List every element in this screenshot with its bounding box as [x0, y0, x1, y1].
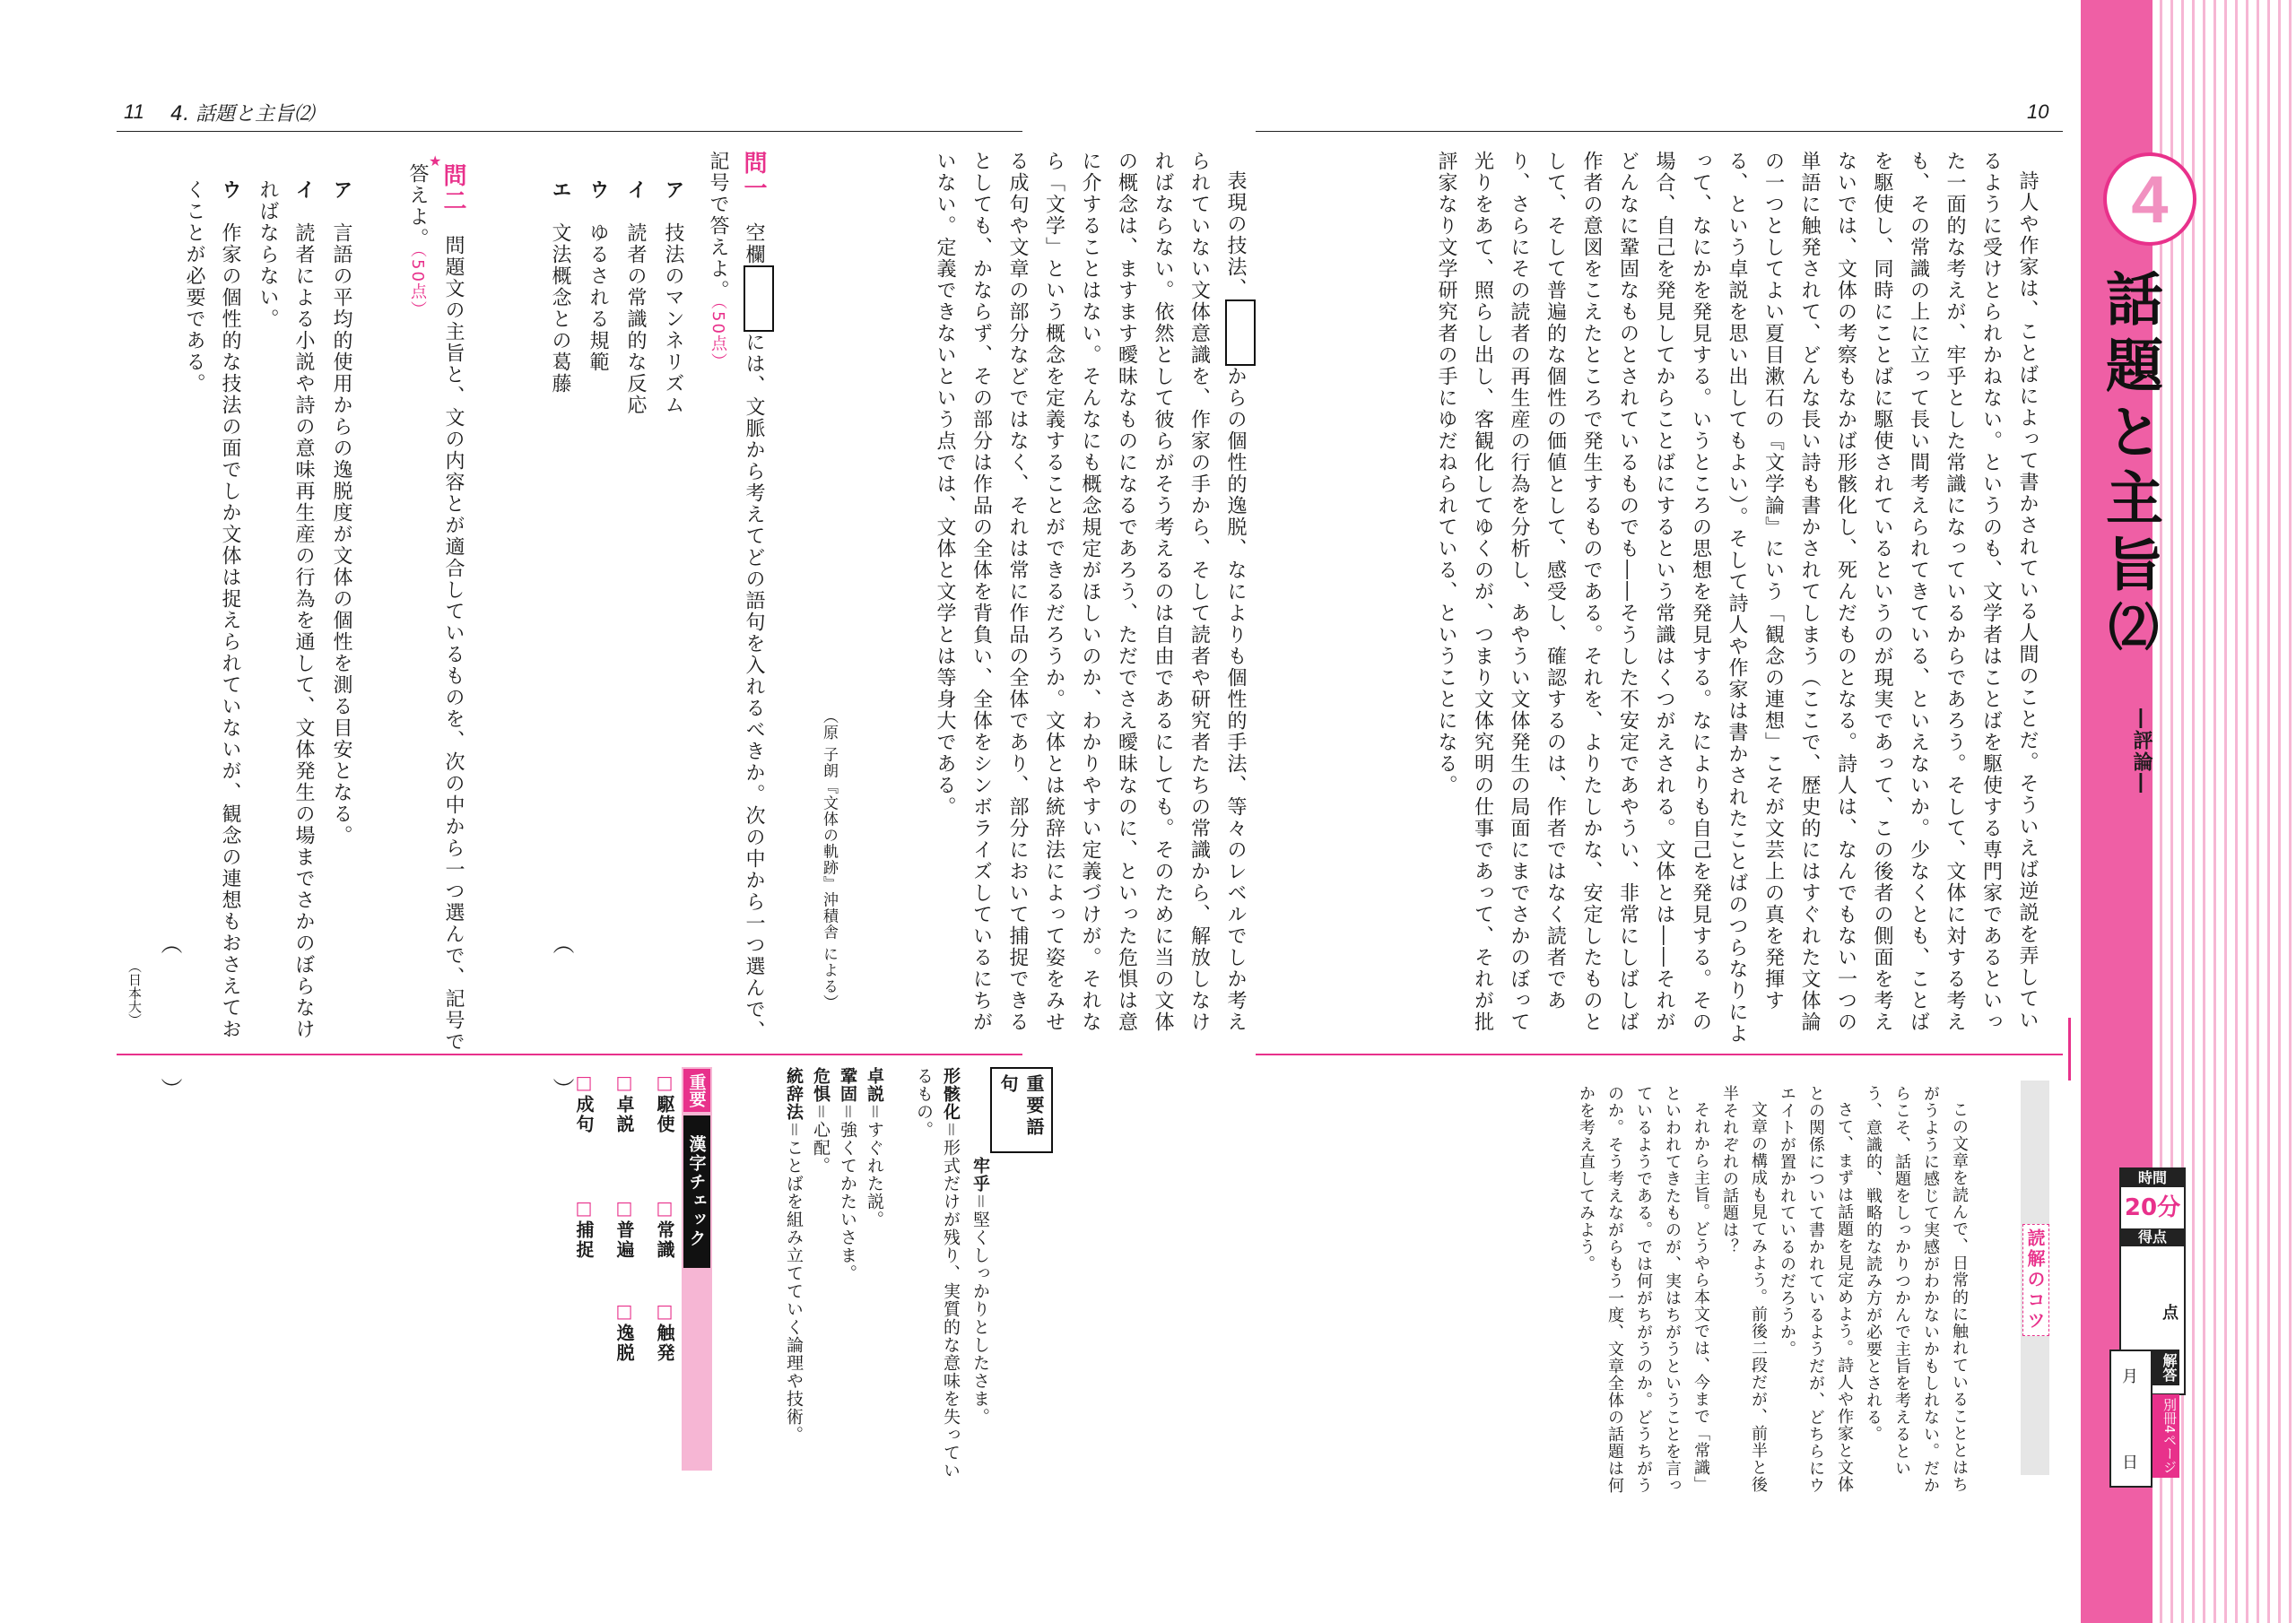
left-page-number: 11 [124, 100, 144, 123]
vocab-def-5: ＝心配。 [811, 1103, 831, 1176]
kanji-word-2: 常識 [654, 1220, 675, 1260]
vocab-item-1 [967, 1157, 994, 1533]
vocab-def-4: ＝強くてかたいさま。 [838, 1103, 857, 1283]
vocab-item-6 [782, 1067, 806, 1444]
kanji-item-3[interactable] [652, 1300, 678, 1363]
q2-answer-blank[interactable]: （ ） [157, 933, 182, 1126]
kanji-word-1: 駆使 [654, 1095, 675, 1134]
passage-paragraph-1: 詩人や作家は、ことばによって書かされている人間のことだ。そういえば逆説を弄しているように受けとられかねない。というのも、文学者はことばを駆使する専門家であるといった一面的な考えが、牢乎とした常識になっているからであろう。そして、文体に対する考えも、その常識の上に立って長い間考えられてきている、といえないか。少なくとも、ことばを駆使し、同時にことばに駆使されているというのが現実であって、この後者の側面を考えないでは、文体の考察もなかば形骸化し、死んだものとなる。詩人は、なんでもない一つの単語に触発されて、どんな長い詩も書かされてしまう（ここで、歴史的にはすぐれた文体論の一つとしてよい夏目漱石の『文学論』にいう「観念の連想」こそが文芸上の真を発揮する、という卓説を思い出してもよい）。そして詩人や作家は書かされたことばのつらなりによって、なにかを発見する。いうところの思想を発見する。なによりも自己を発見する。その場合、自己を発見してからことばにするという常識はくつがえされる。文体とは――それがどんなに鞏固なものとされているものでも――そうした不安定であやうい、非常にしばしば作者の意図をこえたところで発生するものである。それを、よりたしかな、安定したものとして、そして普遍的な個性の価値として、感受し、確認するのは、作者ではなく読者であり、さらにその読者の再生産の行為を分析し、あやうい文体発生の局面にまでさかのぼって光りをあて、照らし出し、客観化してゆくのが、つまり文体究明の仕事であって、それが批評家なり文学研究者の手にゆだねられている、ということになる。 [1435, 151, 2039, 1045]
passage-paragraph-2-start: 表現の技法、 [1224, 170, 1247, 299]
kanji-word-4: 卓説 [613, 1095, 635, 1134]
q2-option-b-text: 読者による小説や詩の意味再生産の行為を通して、文体発生の場までさかのぼらなければならない。 [257, 179, 315, 1040]
right-header-rule [1256, 131, 2063, 132]
reading-tip-4: それから主旨。どうやら本文では、今まで「常識」といわれてきたものが、実はちがうということを言っているようである。では何がちがうのか。どうちがうのか。そう考えながらもう一度、文章全体の話題は何かを考え直してみよう。 [1577, 1085, 1710, 1494]
chapter-number: 4 [2103, 152, 2196, 246]
kanji-word-8: 捕捉 [573, 1220, 595, 1260]
reading-tip-3: 文章の構成も見てみよう。前後二段だが、前半と後半それぞれの話題は？ [1720, 1085, 1768, 1493]
kanji-word-6: 逸脱 [613, 1324, 635, 1363]
reading-tip-1: この文章を読んで、日常的に触れていることとはちがうように感じて実感がわかないかもしれない。だからこそ、話題をしっかりつかんで主旨を考えるという、意識的、戦略的な読み方が必要とされる。 [1864, 1085, 1969, 1494]
q2-label: 問二 [439, 163, 466, 213]
q1-option-a-key: ア [662, 179, 684, 201]
checkbox-icon[interactable]: □ [654, 1197, 675, 1220]
q1-label: 問一 [740, 151, 767, 201]
checkbox-icon[interactable]: □ [654, 1072, 675, 1095]
q1-points: （50点） [709, 301, 727, 371]
q1-option-b-key: イ [624, 179, 647, 201]
q2-prompt-text: 問題文の主旨と、文の内容とが適合しているものを、次の中から一つ選んで、記号で答えよ。 [406, 163, 465, 1053]
vocab-def-1: ＝堅くしっかりとしたさま。 [970, 1193, 990, 1427]
vocab-term-5: 危惧 [811, 1067, 831, 1103]
q2-option-a-text: 言語の平均的使用からの逸脱度が文体の個性を測る目安となる。 [330, 222, 352, 846]
answer-ref: 別冊4ページ [2152, 1394, 2179, 1478]
q2-option-a-key: ア [330, 179, 352, 201]
band-tick [2068, 1018, 2071, 1081]
q1-prompt-a: 空欄 [743, 222, 765, 265]
kanji-check-header-b: 漢字チェック [683, 1115, 710, 1268]
q1-prompt [700, 151, 774, 1047]
checkbox-icon[interactable]: □ [613, 1072, 635, 1095]
q1-blank-box [744, 265, 774, 332]
kanji-item-6[interactable] [612, 1300, 638, 1363]
q2-prompt [399, 163, 471, 1060]
score-unit: 点 [2162, 1304, 2179, 1323]
kanji-word-5: 普遍 [613, 1220, 635, 1260]
checkbox-icon[interactable]: □ [613, 1300, 635, 1324]
kanji-word-3: 触発 [654, 1324, 675, 1363]
kanji-word-7: 成句 [573, 1095, 595, 1134]
q2-option-b-key: イ [292, 179, 315, 201]
checkbox-icon[interactable]: □ [654, 1300, 675, 1324]
vocab-item-5 [809, 1067, 833, 1175]
blank-box [1225, 299, 1256, 366]
q1-option-c-text: ゆるされる規範 [587, 222, 609, 373]
chapter-title [2088, 269, 2170, 651]
kanji-item-5[interactable] [612, 1197, 638, 1260]
q2-source: （日本大） [126, 959, 143, 1027]
reading-tips-header: 読解のコツ [2022, 1224, 2049, 1336]
score-label: 得点 [2121, 1228, 2184, 1246]
right-divider [1256, 1054, 2063, 1055]
q1-answer-blank[interactable]: （ ） [549, 933, 574, 1126]
right-page-number: 10 [2027, 100, 2049, 123]
checkbox-icon[interactable]: □ [573, 1197, 595, 1220]
q2-option-c [176, 179, 248, 1040]
vocab-item-4 [836, 1067, 860, 1282]
q1-option-c-key: ウ [587, 179, 609, 201]
q1-option-d-text: 文法概念との葛藤 [549, 222, 571, 395]
q1-option-b-text: 読者の常識的な反応 [624, 222, 647, 416]
q2-star: ★ [429, 152, 442, 169]
vocab-term-6: 統辞法 [784, 1067, 804, 1121]
kanji-item-2[interactable] [652, 1197, 678, 1260]
vocab-item-2 [910, 1067, 964, 1480]
month-label: 月 [2122, 1367, 2138, 1386]
time-label: 時間 [2121, 1169, 2184, 1187]
passage-paragraph-2-rest: からの個性的逸脱、なによりも個性的手法、等々のレベルでしか考えられていない文体意識を、作家の手から、そして読者や研究者たちの常識から、解放しなければならない。依然として彼らがそう考えるのは自由であるにしても。そのために当の文体の概念は、ますます曖昧なものになるであろう、ただでさえ曖昧なのに、といった危惧は意に介することはない。そんなにも概念規定がほしいのか、わかりやすい定義づけが。それなら「文学」という概念を定義することができるだろうか。文体とは統辞法によって姿をみせる成句や文章の部分などではなく、それは常に作品の全体であり、部分において捕捉できるとしても、かならず、その部分は作品の全体を背負い、全体をシンボライズしているにちがいない。定義できないという点では、文体と文学とは等身大である。 [934, 151, 1247, 1033]
checkbox-icon[interactable]: □ [613, 1197, 635, 1220]
reading-tips-body [1417, 1085, 1973, 1506]
answer-label: 解答 [2152, 1350, 2179, 1385]
q2-option-b [249, 179, 321, 1040]
q2-option-c-key: ウ [219, 179, 241, 201]
kanji-item-1[interactable] [652, 1072, 678, 1134]
q1-option-d-key: エ [549, 179, 571, 201]
checkbox-icon[interactable]: □ [573, 1072, 595, 1095]
passage-paragraph-2 [592, 151, 1256, 1047]
q1-option-d [546, 179, 574, 395]
reading-tip-2: さて、まずは話題を見定めよう。詩人や作家と文体との関係について書かれているようだが、どちらにウエイトが置かれているのだろうか。 [1778, 1085, 1854, 1494]
q1-prompt-b: には、文脈から考えてどの語句を入れるべきか。次の中から一つ選んで、記号で答えよ。 [707, 151, 765, 1042]
passage-source: （原 子朗『文体の軌跡』沖積舎 による） [820, 708, 838, 1011]
vocab-term-2: 形骸化 [941, 1067, 961, 1121]
vocab-header: 重要語句 [990, 1067, 1053, 1153]
date-box[interactable] [2109, 1350, 2152, 1488]
kanji-item-8[interactable] [571, 1197, 597, 1260]
time-value: 20分 [2124, 1194, 2181, 1221]
q2-option-c-text: 作家の個性的な技法の面でしか文体は捉えられていないが、観念の連想もおさえておくことが必要である。 [183, 179, 241, 1040]
day-label: 日 [2122, 1454, 2138, 1472]
score-field[interactable] [2121, 1246, 2184, 1327]
vocab-item-3 [863, 1067, 887, 1228]
vocab-def-2: ＝形式だけが残り、実質的な意味を失っているもの。 [914, 1067, 961, 1480]
kanji-item-4[interactable] [612, 1072, 638, 1134]
left-header-rule [117, 131, 1022, 132]
vocab-term-1: 牢乎 [970, 1157, 990, 1193]
running-header: 4. 話題と主旨⑵ [170, 103, 314, 126]
chapter-title-suffix: ⑵ [2100, 601, 2159, 651]
q1-option-a [659, 179, 687, 416]
q2-option-a [323, 179, 359, 1040]
chapter-genre: ―評論― [2130, 708, 2152, 794]
chapter-title-text: 話題と主旨 [2096, 269, 2162, 601]
vocab-term-4: 鞏固 [838, 1067, 857, 1103]
q1-option-a-text: 技法のマンネリズム [662, 222, 684, 416]
vocab-term-3: 卓説 [865, 1067, 884, 1103]
vocab-def-6: ＝ことばを組み立てていく論理や技術。 [784, 1121, 804, 1445]
kanji-item-7[interactable] [571, 1072, 597, 1134]
kanji-check-header-a: 重要 [683, 1069, 710, 1112]
q1-option-c [584, 179, 612, 373]
vocab-def-3: ＝すぐれた説。 [865, 1103, 884, 1229]
q2-points: （50点） [408, 249, 427, 319]
q1-option-b [622, 179, 649, 416]
